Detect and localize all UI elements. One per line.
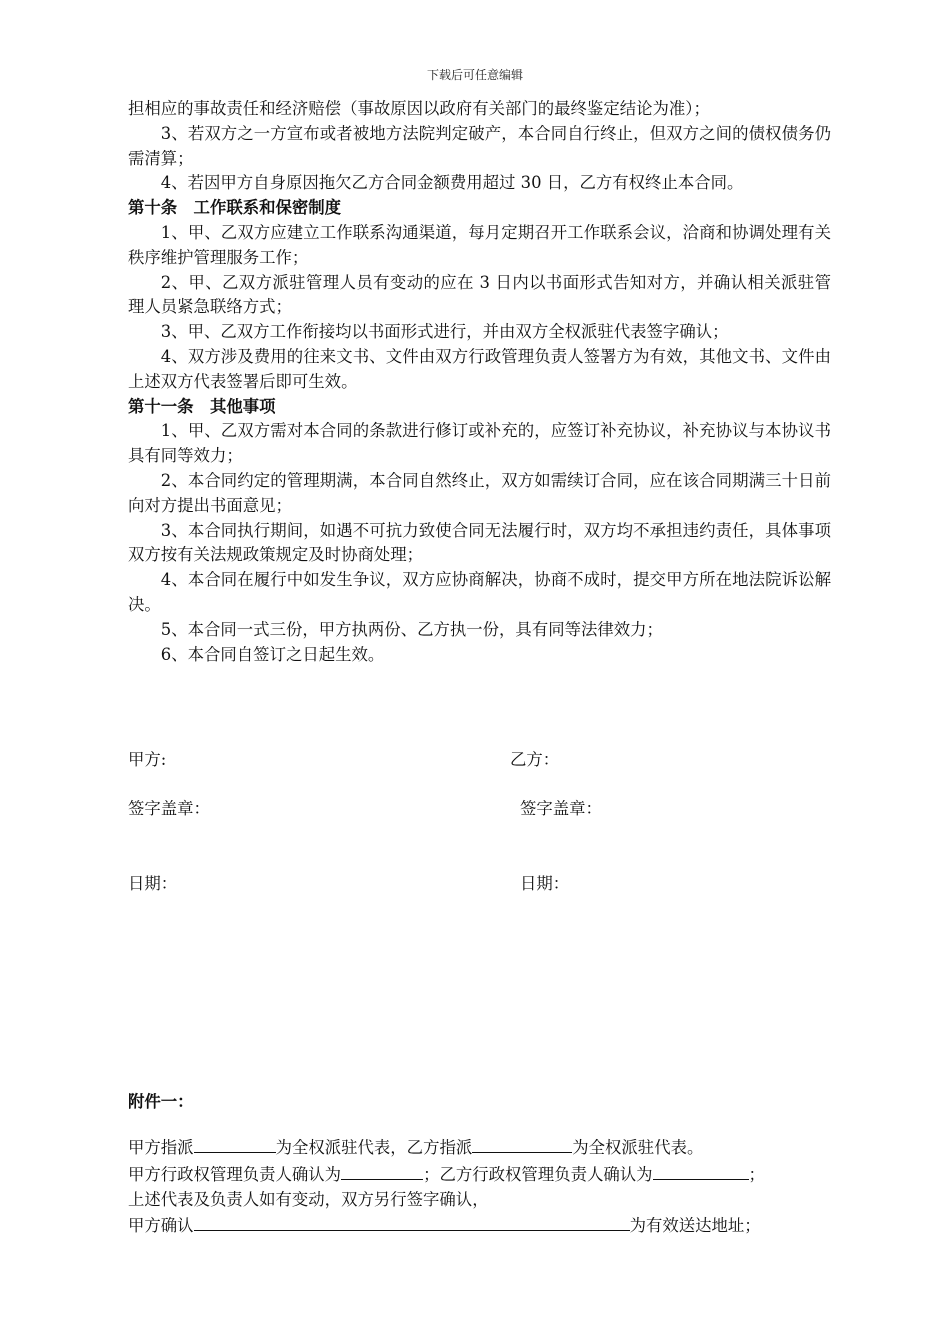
annex-line-1-a: 甲方指派 — [128, 1138, 194, 1157]
annex-line-2-a: 甲方行政权管理负责人确认为 — [128, 1164, 342, 1184]
clause-paragraph: 1、甲、乙双方应建立工作联系沟通渠道，每月定期召开工作联系会议，洽商和协调处理有关秩序维护管理服务工作； — [128, 222, 831, 267]
annex-line-4-a: 甲方确认 — [128, 1216, 194, 1236]
contract-body — [128, 97, 831, 667]
section-heading: 第十条 工作联系和保密制度 — [128, 198, 342, 218]
annex-title: 附件一： — [128, 1092, 194, 1111]
annex-line-3-a: 上述代表及负责人如有变动，双方另行签字确认， — [128, 1189, 489, 1209]
annex-line-3 — [128, 1188, 833, 1213]
clause-paragraph: 2、本合同约定的管理期满，本合同自然终止，双方如需续订合同，应在该合同期满三十日前向对方提出书面意见； — [128, 470, 831, 515]
clause-paragraph: 担相应的事故责任和经济赔偿（事故原因以政府有关部门的最终鉴定结论为准）； — [128, 99, 710, 118]
party-a-representative-blank — [194, 1134, 276, 1153]
annex-line-2-b: ；乙方行政权管理负责人确认为 — [423, 1164, 653, 1184]
annex-line-4 — [128, 1212, 833, 1239]
clause-paragraph: 3、若双方之一方宣布或者被地方法院判定破产，本合同自行终止，但双方之间的债权债务仍需清算； — [128, 123, 831, 168]
clause-paragraph: 4、若因甲方自身原因拖欠乙方合同金额费用超过 30 日，乙方有权终止本合同。 — [160, 173, 744, 193]
annex-line-4-b: 为有效送达地址； — [629, 1216, 761, 1236]
clause-paragraph: 5、本合同一式三份，甲方执两份、乙方执一份，具有同等法律效力； — [160, 619, 663, 639]
service-address-blank — [194, 1212, 630, 1231]
clause-paragraph: 4、双方涉及费用的往来文书、文件由双方行政管理负责人签署方为有效，其他文书、文件由上述双方代表签署后即可生效。 — [128, 346, 831, 391]
party-b-manager-blank — [653, 1161, 749, 1180]
party-b-representative-blank — [472, 1134, 572, 1153]
party-a-date-label: 日期： — [128, 874, 178, 893]
annex-line-1 — [128, 1134, 833, 1161]
annex-line-2-c: ； — [748, 1164, 765, 1184]
party-a-label: 甲方: — [128, 750, 167, 769]
party-a-seal-label: 签字盖章： — [128, 799, 210, 818]
clause-paragraph: 6、本合同自签订之日起生效。 — [160, 644, 385, 664]
page-header: 下载后可任意编辑 — [426, 68, 523, 82]
clause-paragraph: 3、本合同执行期间，如遇不可抗力致使合同无法履行时，双方均不承担违约责任，具体事项双方按有关法规政策规定及时协商处理； — [128, 520, 831, 565]
annex-line-1-c: 为全权派驻代表。 — [572, 1138, 704, 1157]
party-b-seal-label: 签字盖章： — [520, 799, 602, 818]
party-b-label: 乙方： — [510, 750, 560, 769]
party-b-date-label: 日期： — [520, 874, 570, 893]
clause-paragraph: 4、本合同在履行中如发生争议，双方应协商解决，协商不成时，提交甲方所在地法院诉讼解决。 — [128, 570, 831, 614]
party-a-manager-blank — [341, 1161, 423, 1180]
clause-paragraph: 1、甲、乙双方需对本合同的条款进行修订或补充的，应签订补充协议，补充协议与本协议书具有同等效力； — [128, 421, 831, 466]
annex-line-2 — [128, 1161, 833, 1188]
annex-line-1-b: 为全权派驻代表，乙方指派 — [275, 1138, 473, 1157]
clause-paragraph: 3、甲、乙双方工作衔接均以书面形式进行，并由双方全权派驻代表签字确认； — [160, 322, 729, 342]
clause-paragraph: 2、甲、乙双方派驻管理人员有变动的应在 3 日内以书面形式告知对方，并确认相关派驻管理人员紧急联络方式； — [128, 272, 831, 317]
section-heading: 第十一条 其他事项 — [128, 396, 276, 416]
annex-body — [128, 1134, 833, 1239]
